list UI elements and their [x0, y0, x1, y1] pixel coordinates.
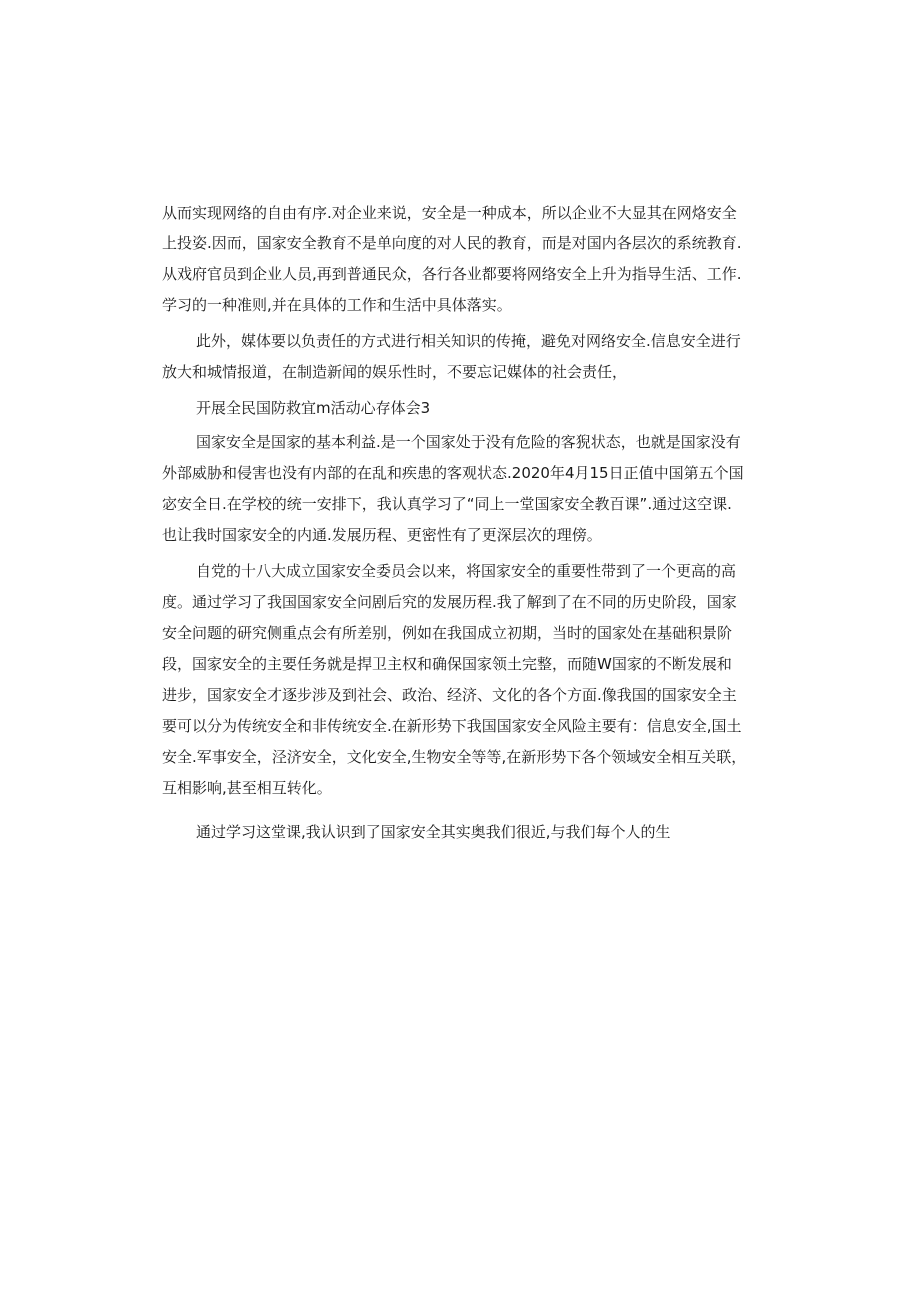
text-line: 此外，媒体要以负责任的方式进行相关知识的传掩，避免对网络安全.信息安全进行: [196, 332, 741, 350]
text-line: 要可以分为传统安全和非传统安全.在新形势下我国国家安全风险主要有：信息安全,国土: [162, 717, 742, 735]
text-line: 段，国家安全的主要任务就是捍卫主权和确保国家领土完整，而随W国家的不断发展和: [162, 655, 732, 673]
text-line: 通过学习这堂课,我认识到了国家安全其实奥我们很近,与我们每个人的生: [196, 823, 671, 841]
text-line: 上投姿.因而，国家安全教育不是单向度的对人民的教育，而是对国内各层次的系统教育.: [162, 234, 742, 252]
text-line: 宓安全日.在学校的统一安排下，我认真学习了“同上一堂国家安全教百课”.通过这空课.: [162, 495, 732, 513]
text-line: 放大和城情报道，在制造新闻的娱乐性时，不要忘记媒体的社会责任，: [162, 363, 628, 381]
text-line: 安全问题的研究侧重点会有所差别，例如在我国成立初期，当时的国家处在基础积景阶: [162, 624, 733, 642]
text-line: 外部威胁和侵害也没有内部的在乱和疾患的客观状态.2020年4月15日正值中国第五个国: [162, 464, 744, 482]
text-line: 进步，国家安全才逐步涉及到社会、政治、经济、文化的各个方面.像我国的国家安全主: [162, 686, 737, 704]
text-line: 也让我时国家安全的内通.发展历程、更密性有了更深层次的理傍。: [162, 526, 602, 544]
text-line: 自党的十八大成立国家安全委员会以来，将国家安全的重要性带到了一个更高的高: [196, 562, 737, 580]
section-heading: 开展全民国防救宜m活动心存体会3: [196, 399, 431, 417]
text-line: 从而实现网络的自由有序.对企业来说，安全是一种成本，所以企业不大显其在网烙安全: [162, 204, 737, 222]
text-line: 互相影响,甚至相互转化。: [162, 779, 332, 797]
text-line: 学习的一种准则,并在具体的工作和生活中具体落实。: [162, 296, 512, 314]
text-line: 从戏府官员到企业人员,再到普通民众，各行各业都要将网络安全上升为指导生活、工作.: [162, 265, 742, 283]
text-line: 安全.军事安全，泾济安全，文化安全,生物安全等等,在新形势下各个领域安全相互关联，: [162, 748, 747, 766]
text-line: 度。通过学习了我国国家安全问剧后究的发展历程.我了解到了在不同的历史阶段，国家: [162, 593, 737, 611]
text-line: 国家安全是国家的基本利益.是一个国家处于没有危险的客猊状态，也就是国家没有: [196, 433, 741, 451]
